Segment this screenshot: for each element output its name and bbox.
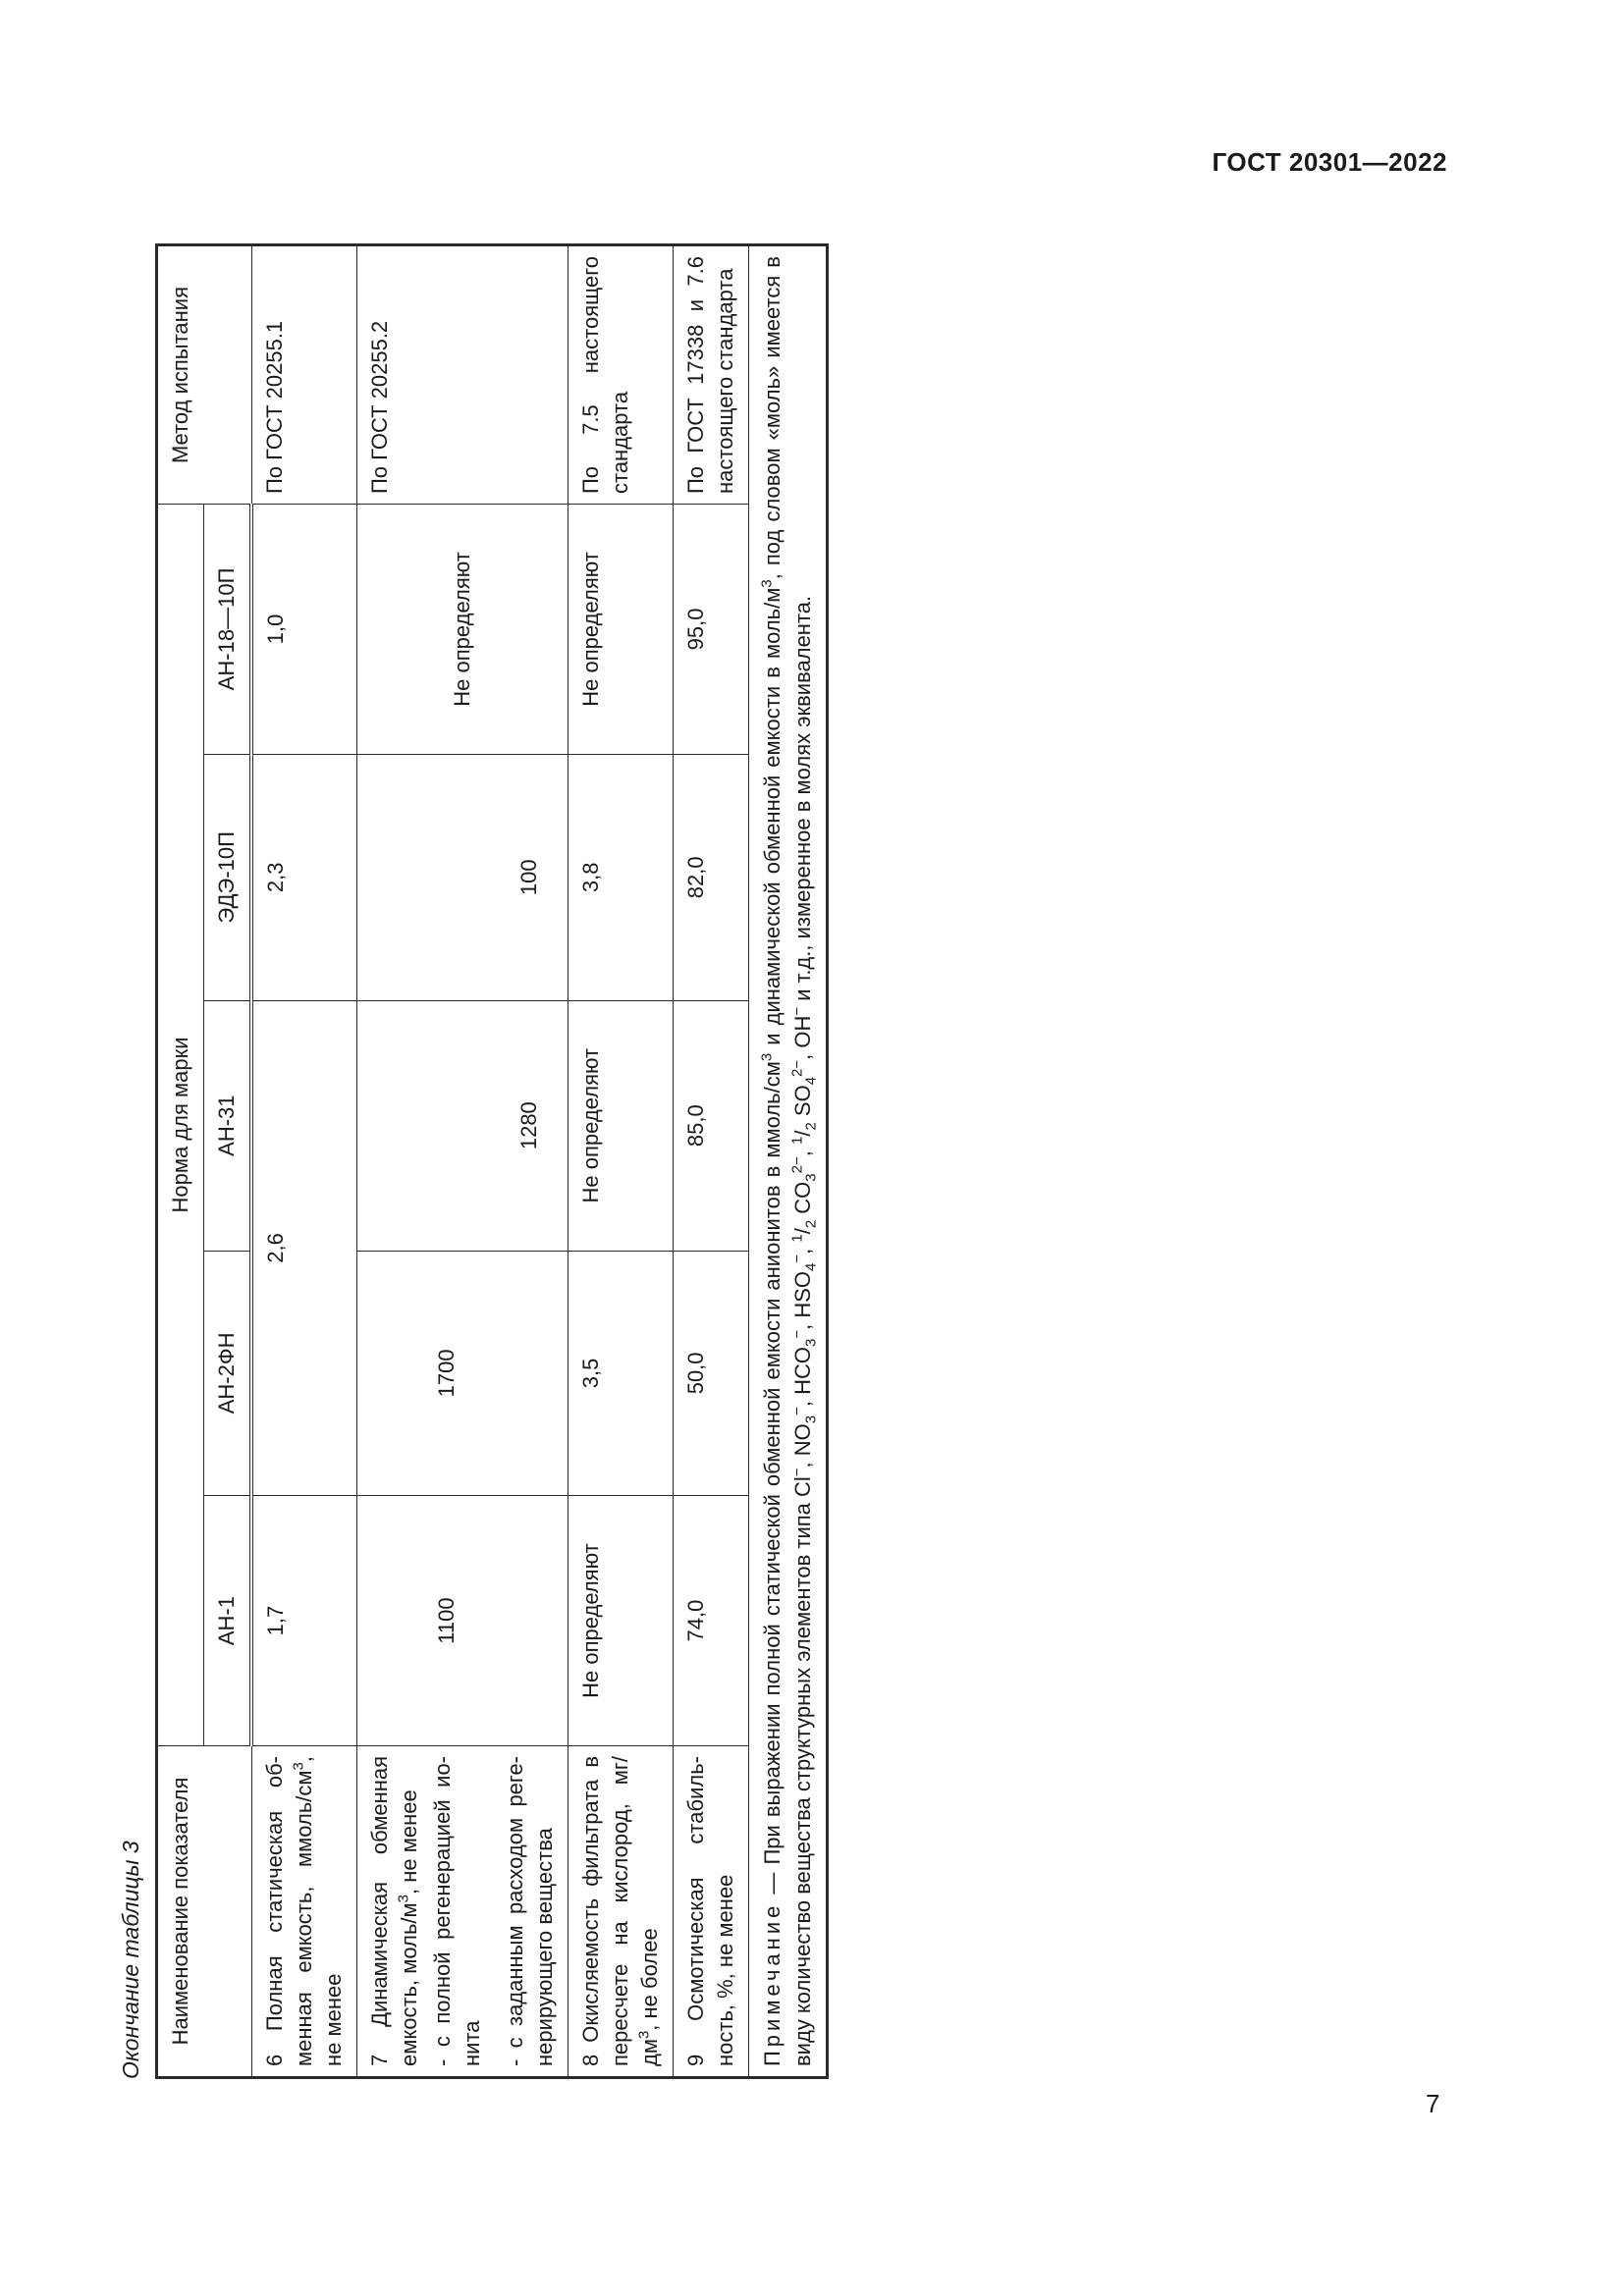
row8-an31: Не определяют [568,1000,673,1251]
row9-an1: 74,0 [673,1496,748,1746]
row8-ede: 3,8 [568,754,673,1000]
row6-an2-an31: 2,6 [251,1000,356,1495]
table-row [568,245,673,2078]
row7-sub2: - с заданным расходом реге-нерирующего вещества [502,1755,557,2066]
row7-sub1: - с полной регенерацией ио-нита [429,1755,484,2066]
grade-an18-10p: АН-18—10П [204,505,252,755]
row8-an2: 3,5 [568,1251,673,1496]
row9-an31: 85,0 [673,1000,748,1251]
col-header-method: Метод испытания [157,245,252,505]
note-label: Примечание [759,1901,785,2066]
grade-an2fn: АН-2ФН [204,1251,252,1496]
row9-method: По ГОСТ 17338 и 7.6 настоящего стандарта [673,245,748,505]
table-caption: Окончание таблицы 3 [118,1841,143,2079]
row9-name: 9 Осмотическая стабиль-ность, %, не менее [673,1745,748,2077]
row8-an1: Не определяют [568,1496,673,1746]
document-standard-number: ГОСТ 20301—2022 [1212,147,1447,177]
grade-an1: АН-1 [204,1496,252,1746]
table-row [673,245,748,2078]
row9-an2: 50,0 [673,1251,748,1496]
row6-ede: 2,3 [251,754,356,1000]
table-note: Примечание — При выражении полной статической обменной емкости анионитов в ммоль/$см^3$ и динамической обменной емкости в моль/$м^3$, под словом «моль» имеется в виду количество вещества структурных элементов типа Cl−, $NO_3^-$, $HCO_3^-$, $HSO_4^-$, $^1/_2$ $CO_3^{2-}$, $^1/_2$ $SO_4^{2-}$, OH− и т.д., измеренное в молях эквивалента. [748,245,827,2078]
row6-name: 6 Полная статическая об-менная емкость, ммоль/$см^3$, не менее [251,1745,356,2077]
row9-ede: 82,0 [673,754,748,1000]
table-header-row [157,245,204,2078]
col-header-norm: Норма для марки [157,505,204,1746]
grade-an31: АН-31 [204,1000,252,1251]
row7-an31: 1280 [356,1000,568,1251]
row7-an18: Не определяют [356,505,568,755]
row6-an18: 1,0 [251,505,356,755]
row7-ede: 100 [356,754,568,1000]
row8-an18: Не определяют [568,505,673,755]
row7-an1: 1100 [356,1496,568,1746]
col-header-name: Наименование показателя [157,1745,252,2077]
table-row [356,245,568,2078]
row9-an18: 95,0 [673,505,748,755]
table-row [251,245,356,2078]
grade-ede10p: ЭДЭ-10П [204,754,252,1000]
rotated-table-block [118,234,952,2079]
page-number: 7 [1426,2089,1440,2118]
row8-method: По 7.5 настоящего стандарта [568,245,673,505]
spec-table [155,243,829,2079]
row7-method: По ГОСТ 20255.2 [356,245,568,505]
row8-name: 8 Окисляемость фильтрата в пересчете на кислород, $мг/дм^3$, не более [568,1745,673,2077]
note-row [748,245,827,2078]
row7-an2: 1700 [356,1251,568,1496]
row6-method: По ГОСТ 20255.1 [251,245,356,505]
row6-an1: 1,7 [251,1496,356,1746]
row7-name: 7 Динамическая обменная емкость, моль/$м^3$, не менее - с полной регенерацией ио-нита - с заданным расходом реге-нерирующего вещества [356,1745,568,2077]
